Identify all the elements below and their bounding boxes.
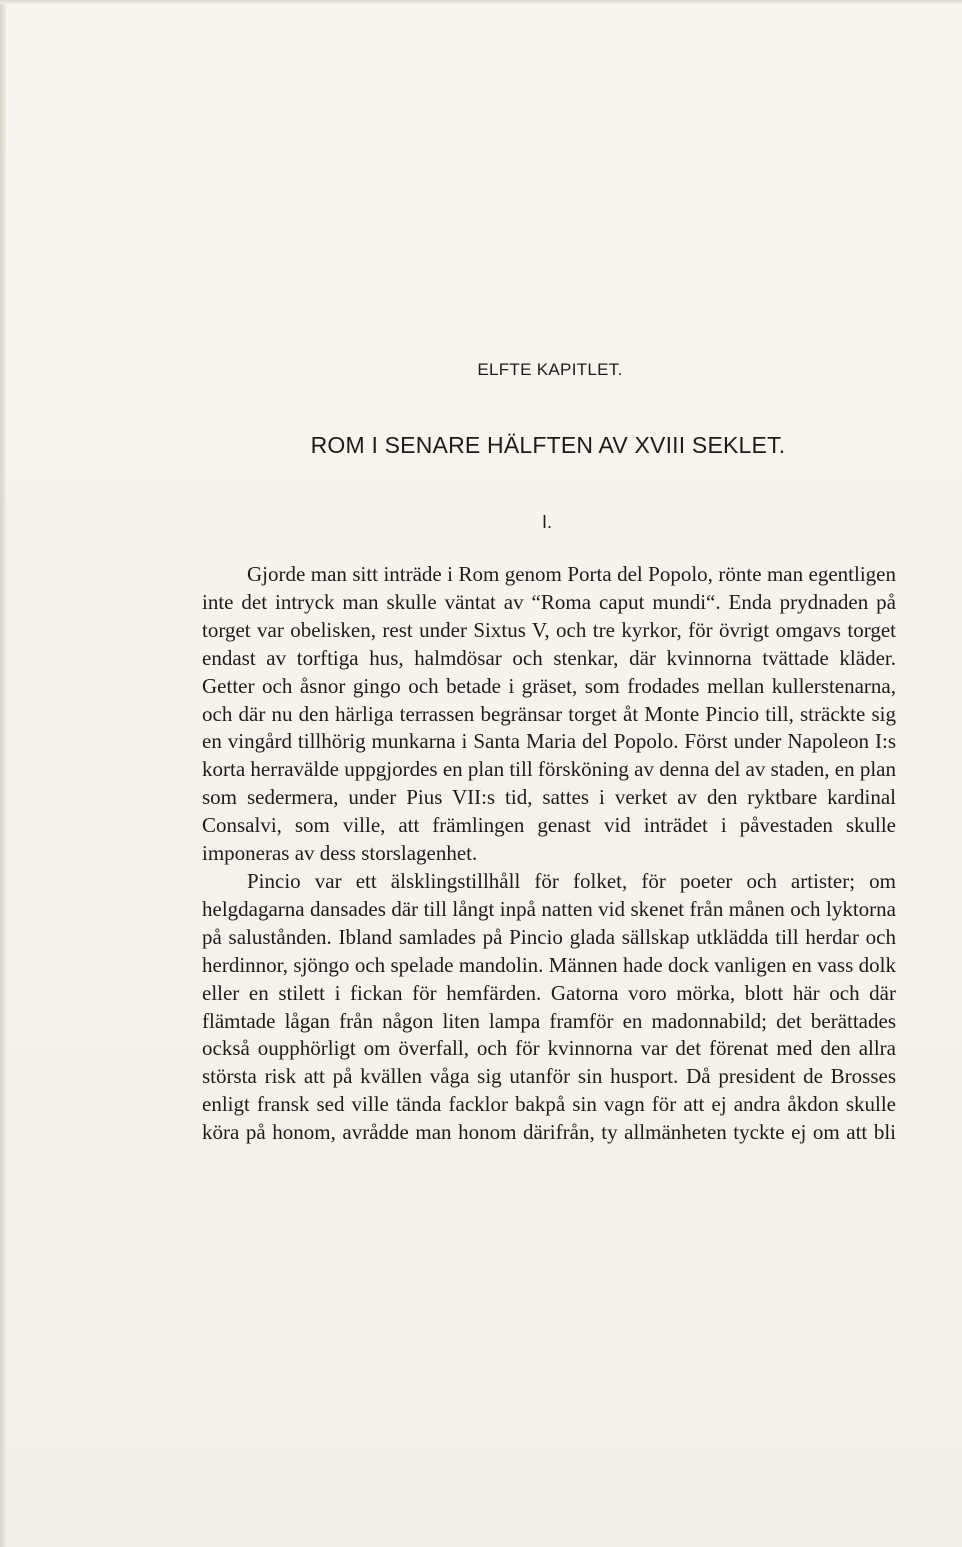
chapter-title: ROM I SENARE HÄLFTEN AV XVIII SEKLET. — [310, 432, 786, 458]
body-text — [202, 561, 896, 1147]
chapter-label: ELFTE KAPITLET. — [477, 360, 623, 379]
paragraph-1: Gjorde man sitt inträde i Rom genom Porta del Popolo, rönte man egentligen inte det intryck man skulle väntat av “Roma caput mundi“. Enda prydnaden på torget var obelisken, rest under Sixtus V, och tre kyrkor, för övrigt omgavs torget endast av torftiga hus, halmdösar och stenkar, där kvinnorna tvättade kläder. Getter och åsnor gingo och betade i gräset, som frodades mellan kullerstenarna, och där nu den härliga terrassen begränsar torget åt Monte Pincio till, sträckte sig en vingård tillhörig munkarna i Santa Maria del Popolo. Först under Napoleon I:s korta herravälde uppgjordes en plan till försköning av denna del av staden, en plan som sedermera, under Pius VII:s tid, sattes i verket av den ryktbare kardinal Consalvi, som ville, att främlingen genast vid inträdet i påvestaden skulle imponeras av dess storslagenhet. — [202, 562, 896, 866]
section-number: I. — [541, 512, 552, 532]
page-edge-left — [0, 0, 6, 1547]
paragraph-2: Pincio var ett älsklingstillhåll för folket, för poeter och artister; om helgdagarna dansades där till långt inpå natten vid skenet från månen och lyktorna på salustånden. Ibland samlades på Pincio glada sällskap utklädda till herdar och herdinnor, sjöngo och spelade mandolin. Männen hade dock vanligen en vass dolk eller en stilett i fickan för hemfärden. Gatorna voro mörka, blott här och där flämtade lågan från någon liten lampa framför en madonnabild; det berättades också oupphörligt om överfall, och för kvinnorna var det förenat med den allra största risk att på kvällen våga sig utanför sin husport. Då president de Brosses enligt fransk sed ville tända facklor bakpå sin vagn för att ej andra åkdon skulle köra på honom, avrådde man honom därifrån, ty allmänheten tyckte ej om att bli — [202, 868, 896, 1145]
page-edge-top — [0, 0, 962, 4]
